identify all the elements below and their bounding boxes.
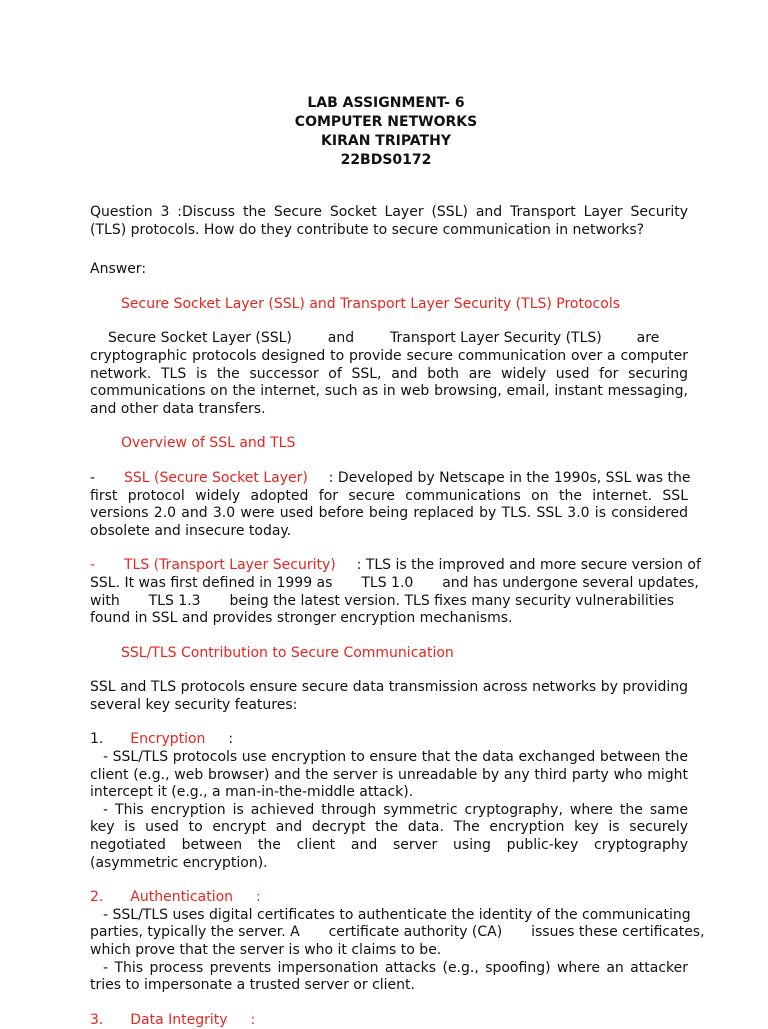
tls-version-1-3: TLS 1.3 [148, 592, 201, 609]
intro-are: are [636, 330, 660, 347]
ssl-text-first: : Developed by Netscape in the 1990s, SSL was the [328, 469, 691, 486]
intro-paragraph [90, 330, 688, 418]
authentication-colon: : [255, 889, 261, 906]
encryption-bullet-1: - SSL/TLS protocols use encryption to ensure that the data exchanged between the client (e.g., web browser) and the server is unreadable by any third party who might intercept it (e.g., a man-in-the-middle attack). [90, 749, 688, 801]
integrity-number: 3. [90, 1011, 104, 1028]
tls-version-1-0: TLS 1.0 [361, 574, 414, 591]
ssl-overview [90, 469, 691, 540]
intro-text: cryptographic protocols designed to provide secure communication over a computer network. TLS is the successor of SSL, and both are widely used for securing communications on the internet, such as in web browsing, email, instant messaging, and other data transfers. [90, 347, 688, 417]
authentication-number: 2. [90, 889, 104, 906]
authentication-title: Authentication [130, 889, 234, 906]
tls-term: TLS (Transport Layer Security) [123, 557, 336, 574]
authentication-bullet-2: - This process prevents impersonation attacks (e.g., spoofing) where an attacker tries to impersonate a trusted server or client. [90, 959, 688, 994]
encryption-title: Encryption [130, 731, 206, 748]
encryption-bullet-2: - This encryption is achieved through symmetric cryptography, where the same key is used to encrypt and decrypt the data. The encryption key is securely negotiated between the client and server using public-key cryptography (asymmetric encryption). [90, 801, 688, 871]
integrity-title: Data Integrity [130, 1011, 228, 1028]
intro-tls: Transport Layer Security (TLS) [390, 330, 602, 347]
section-heading-overview: Overview of SSL and TLS [121, 435, 296, 452]
authentication-bullet-1-line1: - SSL/TLS uses digital certificates to authenticate the identity of the communicating [103, 906, 691, 923]
integrity-colon: : [250, 1011, 256, 1028]
tls-text-first: : TLS is the improved and more secure version of [356, 557, 701, 574]
certificate-authority: certificate authority (CA) [328, 924, 503, 941]
answer-label: Answer: [90, 261, 147, 278]
ssl-dash: - [90, 469, 96, 486]
encryption-colon: : [228, 731, 234, 748]
tls-line3-c: being the latest version. TLS fixes many security vulnerabilities [229, 592, 675, 609]
ssl-text-rest: first protocol widely adopted for secure communications on the internet. SSL versions 2.0 and 3.0 were used before being replaced by TLS. SSL 3.0 is considered obsolete and insecure today. [90, 487, 688, 539]
header-assignment: LAB ASSIGNMENT- 6 [307, 95, 465, 111]
ssl-term: SSL (Secure Socket Layer) [123, 469, 308, 486]
section-heading-protocols: Secure Socket Layer (SSL) and Transport Layer Security (TLS) Protocols [121, 295, 621, 312]
header-course: COMPUTER NETWORKS [294, 114, 478, 130]
authentication-bullet-1-c: issues these certificates, [531, 924, 705, 941]
document-header [84, 94, 688, 170]
tls-line3-a: with [90, 592, 120, 609]
item-encryption [90, 731, 688, 872]
tls-line4: found in SSL and provides stronger encryption mechanisms. [90, 610, 513, 627]
contribution-intro: SSL and TLS protocols ensure secure data transmission across networks by providing several key security features: [90, 679, 688, 713]
question-text: Question 3 :Discuss the Secure Socket Layer (SSL) and Transport Layer Security (TLS) protocols. How do they contribute to secure communication in networks? [90, 204, 688, 238]
header-id: 22BDS0172 [340, 152, 432, 168]
tls-overview [90, 557, 701, 627]
section-heading-contribution: SSL/TLS Contribution to Secure Communication [121, 644, 454, 661]
item-authentication [90, 889, 705, 995]
document-page [90, 94, 705, 1029]
authentication-bullet-1-line3: which prove that the server is who it claims to be. [90, 942, 442, 958]
tls-line2-a: SSL. It was first defined in 1999 as [90, 574, 333, 591]
intro-ssl: Secure Socket Layer (SSL) [108, 330, 292, 347]
tls-line2-c: and has undergone several updates, [442, 574, 699, 591]
tls-dash: - [90, 557, 96, 574]
item-data-integrity [90, 1012, 688, 1029]
authentication-bullet-1-a: parties, typically the server. A [90, 924, 300, 941]
header-author: KIRAN TRIPATHY [321, 133, 451, 149]
intro-and: and [327, 330, 355, 347]
encryption-number: 1. [90, 731, 104, 748]
